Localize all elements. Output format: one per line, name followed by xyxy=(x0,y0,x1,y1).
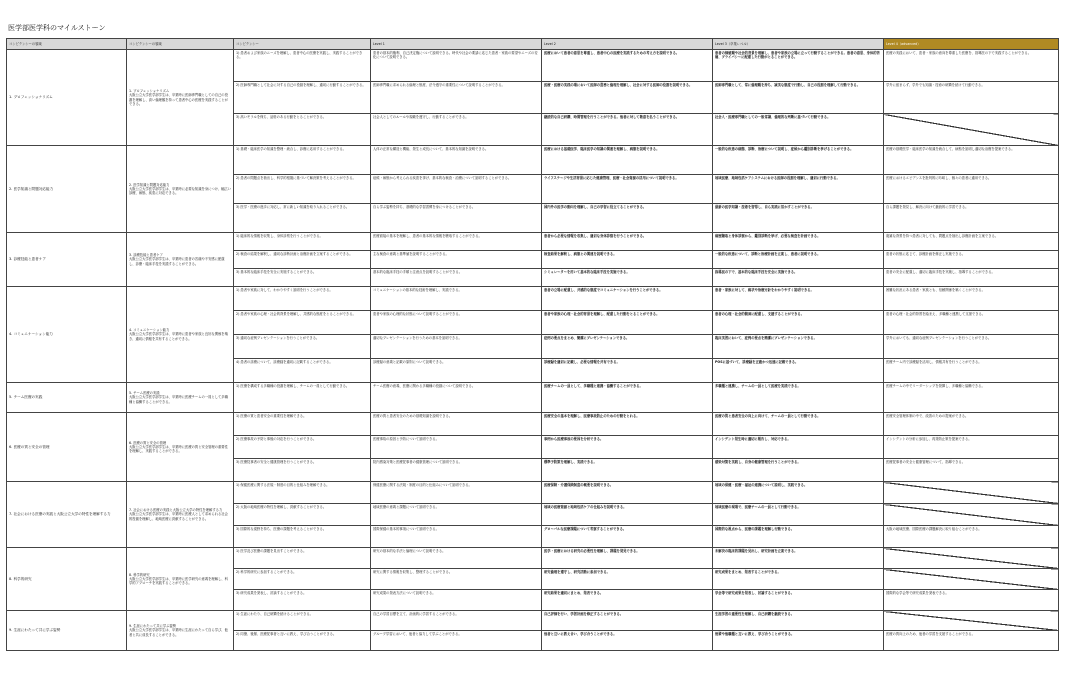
level-cell-l4 xyxy=(884,548,1059,569)
level-cell-l2: 事例から医療事故の要因を分析できる。 xyxy=(542,436,713,459)
level-cell-l3: 一般的な疾患の病態、診断、治療について説明し、症候から鑑別診断を挙げることができる。 xyxy=(713,146,884,175)
level-cell-l2: 検査結果を解釈し、病態との関連を説明できる。 xyxy=(542,251,713,269)
level-cell-l4: 大阪の地域医療、国際医療の課題解決に取り組むことができる。 xyxy=(884,526,1059,548)
competency-cell: 1) 患者や家族に対して、わかりやすく説明を行うことができる。 xyxy=(234,287,371,311)
level-cell-l2: 症例の要点をまとめ、簡潔にプレゼンテーションできる。 xyxy=(542,335,713,359)
level-cell-l3: 後輩や他職種と互いに教え、学び合うことができる。 xyxy=(713,631,884,651)
level-cell-l3: 未解決の臨床的課題を見出し、研究計画を立案できる。 xyxy=(713,548,884,569)
competency-area: 7. 社会における医療の実践と大阪公立大学の特性を理解する力 xyxy=(7,482,127,548)
level-cell-l4: 医療チーム内で診療録を活用し、情報共有を行うことができる。 xyxy=(884,359,1059,383)
level-cell-l2: 標準予防策を理解し、実践できる。 xyxy=(542,459,713,482)
header-level1: Level 1 xyxy=(371,39,542,50)
table-row xyxy=(7,287,1059,311)
level-cell-l2: シミュレーターを用いて基本的な臨床手技を実施できる。 xyxy=(542,269,713,287)
competency-cell: 2) 大阪の地域医療の特性を理解し、貢献することができる。 xyxy=(234,504,371,526)
competency-definition: 9. 生涯にわたって共に学ぶ姿勢 大阪公立大学医学部学生は、卒業時に生涯にわたって自ら学び、他者と共に成長することができる。 xyxy=(127,611,234,651)
level-cell-l3: 患者の価値観や社会的背景を理解し、患者や家族の立場に立って行動することができる。患者の意思、身体的苦痛、プライバシーに配慮した行動がとることができる。 xyxy=(713,50,884,82)
competency-cell: 1) 生涯にわたり、自己研鑽を続けることができる。 xyxy=(234,611,371,631)
level-cell-l2: 研究結果を適切にまとめ、発表できる。 xyxy=(542,590,713,611)
level-cell-l2: 医療チームの一員として、多職種と連携・協働することができる。 xyxy=(542,383,713,413)
level-cell-l2: 患者の立場に配慮し、共感的な態度でコミュニケーションを行うことができる。 xyxy=(542,287,713,311)
level-cell-l2: 医療保険・介護保険制度の概要を説明できる。 xyxy=(542,482,713,504)
header-level2: Level 2 xyxy=(542,39,713,50)
competency-area: 6. 医療の質と安全の管理 xyxy=(7,413,127,482)
level-cell-l4: 自ら課題を発見し、解決に向けて継続的に学習できる。 xyxy=(884,204,1059,233)
level-cell-l3: 臨床実習において、症例の要点を簡潔にプレゼンテーションできる。 xyxy=(713,335,884,359)
table-row xyxy=(7,548,1059,569)
level-cell-l1: 社会人としてのルールや規範を遵守し、行動することができる。 xyxy=(371,114,542,146)
level-cell-l2: 医療・医療の実践の場において医師の責務と倫理を理解し、社会に対する医師の役割を説明できる。 xyxy=(542,82,713,114)
level-cell-l1: 診療録の意義と記載の原則について説明できる。 xyxy=(371,359,542,383)
level-cell-l3: 医師専門職として、常に倫理観を持ち、誠実な態度で行動し、自己の役割を理解して行動できる。 xyxy=(713,82,884,114)
level-cell-l4: 複雑な背景を持つ患者に対しても、問題点を抽出し診療計画を立案できる。 xyxy=(884,233,1059,251)
level-cell-l3: 患者の心理・社会的側面に配慮し、支援することができる。 xyxy=(713,311,884,335)
competency-area: 5. チーム医療の実践 xyxy=(7,383,127,413)
header-level3: Level 3（卒業レベル） xyxy=(713,39,884,50)
page-title: 医学部医学科のマイルストーン xyxy=(8,24,106,32)
level-cell-l2: 自己評価を行い、学習計画を修正することができる。 xyxy=(542,611,713,631)
competency-cell: 2) 検査の結果を解釈し、適切な診断計画と治療計画を立案することができる。 xyxy=(234,251,371,269)
level-cell-l2: 他者と互いに教え合い、学び合うことができる。 xyxy=(542,631,713,651)
level-cell-l4: 医療の実践において、患者・家族の意向を尊重した医療を、指導医の下で実践することができる。 xyxy=(884,50,1059,82)
table-row xyxy=(7,233,1059,251)
competency-area: 1. プロフェッショナリズム xyxy=(7,50,127,146)
level-cell-l3: 病歴聴取と身体診察から、鑑別診断を挙げ、必要な検査を計画できる。 xyxy=(713,233,884,251)
competency-cell: 1) 臨床的な情報を収集し、身体診察を行うことができる。 xyxy=(234,233,371,251)
level-cell-l1: コミュニケーションの基本的な技術を理解し、実践できる。 xyxy=(371,287,542,311)
table-row xyxy=(7,146,1059,175)
level-cell-l1: 保健医療に関する法規・制度の目的と仕組みについて説明できる。 xyxy=(371,482,542,504)
level-cell-l2: ライフステージや生活背景に応じた健康管理、医療・社会資源の活用について説明できる。 xyxy=(542,175,713,204)
competency-cell: 2) 医師専門職として社会に対する自己の役割を理解し、適切に行動することができる。 xyxy=(234,82,371,114)
level-cell-l3: 生涯学習の重要性を理解し、自己研鑽を継続できる。 xyxy=(713,611,884,631)
competency-cell: 3) 高いモラルを保ち、品格のある行動をとることができる。 xyxy=(234,114,371,146)
table-row xyxy=(7,50,1059,82)
level-cell-l3: 国際的な視点から、医療の課題を理解し行動できる。 xyxy=(713,526,884,548)
competency-cell: 1) 医療の質と患者安全の重要性を理解できる。 xyxy=(234,413,371,436)
competency-definition: 2. 医学知識と問題対応能力 大阪公立大学医学部学生は、卒業時に必要な知識を身につけ、幅広い診療、病態、疾患に対応できる。 xyxy=(127,146,234,233)
level-cell-l4 xyxy=(884,611,1059,631)
level-cell-l1: 主な検査の意義と基準値を説明することができる。 xyxy=(371,251,542,269)
level-cell-l4: 学外に留まらず、学外でも知識・技術の研鑽を続けて行動できる。 xyxy=(884,82,1059,114)
competency-cell: 1) 患者および家族のニーズを理解し、患者中心の医療を実践し、実践することができる。 xyxy=(234,50,371,82)
level-cell-l3: POSに基づいて、診療録を正確かつ迅速に記載できる。 xyxy=(713,359,884,383)
level-cell-l1: 医療の質と患者安全のための基礎知識を説明できる。 xyxy=(371,413,542,436)
competency-cell: 3) 研究成果を発表し、討論することができる。 xyxy=(234,590,371,611)
level-cell-l3: 医療の質と患者安全の向上に向けて、チームの一員として行動できる。 xyxy=(713,413,884,436)
level-cell-l1: 地域医療の意義と課題について説明できる。 xyxy=(371,504,542,526)
level-cell-l4: 医療におけるエビデンスを批判的に吟味し、個々の患者に適用できる。 xyxy=(884,175,1059,204)
competency-area: 3. 診療技能と患者ケア xyxy=(7,233,127,287)
level-cell-l1: 医師専門職に求められる倫理と態度、法令遵守の重要性について説明することができる。 xyxy=(371,82,542,114)
level-cell-l1: 研究に関する情報を収集し、整理することができる。 xyxy=(371,569,542,590)
competency-cell: 1) 医学及び医療の課題を見出すことができる。 xyxy=(234,548,371,569)
level-cell-l2: 研究倫理を遵守し、研究活動に参加できる。 xyxy=(542,569,713,590)
level-cell-l1: 自ら学ぶ姿勢を持ち、基礎的な学習習慣を身につけることができる。 xyxy=(371,204,542,233)
level-cell-l2: 医療安全の基本を理解し、医療事故防止のための行動をとれる。 xyxy=(542,413,713,436)
level-cell-l3: 患者・家族に対して、病状や治療方針をわかりやすく説明できる。 xyxy=(713,287,884,311)
level-cell-l2: 患者から必要な情報を収集し、適切な身体診察を行うことができる。 xyxy=(542,233,713,251)
level-cell-l3: 地域医療の現場で、医療チームの一員として行動できる。 xyxy=(713,504,884,526)
level-cell-l4: 医療の質向上のため、他者の学習を支援することができる。 xyxy=(884,631,1059,651)
level-cell-l1: 症候・病態から考えられる疾患を挙げ、基本的な検査・治療について説明することができる。 xyxy=(371,175,542,204)
level-cell-l2: 患者や家族の心理・社会的背景を理解し、配慮した行動をとることができる。 xyxy=(542,311,713,335)
level-cell-l4 xyxy=(884,569,1059,590)
level-cell-l1: 医療面接の基本を理解し、患者の基本的な情報を聴取することができる。 xyxy=(371,233,542,251)
level-cell-l2: 医療における基礎医学、臨床医学の知識の関連を理解し、病態を説明できる。 xyxy=(542,146,713,175)
competency-definition: 8. 科学的研究 大阪公立大学医学部学生は、卒業時に医学研究の意義を理解し、科学的アプローチを実践することができる。 xyxy=(127,548,234,611)
level-cell-l3: 地域医療、地域包括ケアシステムにおける医師の役割を理解し、適切に行動できる。 xyxy=(713,175,884,204)
milestone-table xyxy=(6,38,1059,651)
level-cell-l4 xyxy=(884,482,1059,504)
level-cell-l3: 学会等で研究成果を発表し、討論することができる。 xyxy=(713,590,884,611)
table-row xyxy=(7,383,1059,413)
level-cell-l1: グループ学習において、他者と協力して学ぶことができる。 xyxy=(371,631,542,651)
level-cell-l4: 医療安全管理体制の中で、改善のための提案ができる。 xyxy=(884,413,1059,436)
level-cell-l4: インシデントの分析に参加し、再発防止策を提案できる。 xyxy=(884,436,1059,459)
competency-cell: 2) 患者や家族の心理・社会的背景を理解し、共感的な態度をとることができる。 xyxy=(234,311,371,335)
level-cell-l1: 患者の基本的権利、自己決定権について説明できる。時代や社会の要請に応じた患者・家族の要望やニーズの変化について説明できる。 xyxy=(371,50,542,82)
level-cell-l4: 医療従事者の安全と健康管理について、指導できる。 xyxy=(884,459,1059,482)
competency-definition: 1. プロフェッショナリズム 大阪公立大学医学部学生は、卒業時に医師専門職としての自己の役割を理解し、高い倫理観を持って患者中心の医療を実践することができる。 xyxy=(127,50,234,146)
competency-cell: 4) 患者の診療について、診療録を適切に記載することができる。 xyxy=(234,359,371,383)
level-cell-l2: 国内外の医学の動向を理解し、自己の学習に役立てることができる。 xyxy=(542,204,713,233)
level-cell-l2: グローバルな医療課題について考察することができる。 xyxy=(542,526,713,548)
level-cell-l4: 患者の安全に配慮し、適切に臨床手技を実施し、指導することができる。 xyxy=(884,269,1059,287)
level-cell-l2: 継続的な自己研鑽、時間管理を行うことができる。他者に対して敬意を払うことができる。 xyxy=(542,114,713,146)
level-cell-l3: 多職種と連携し、チームの一員として医療を実践できる。 xyxy=(713,383,884,413)
competency-cell: 3) 国際的な視野を持ち、医療の課題を考えることができる。 xyxy=(234,526,371,548)
level-cell-l3: 地域の保健・医療・福祉の連携について説明し、実践できる。 xyxy=(713,482,884,504)
level-cell-l3: 感染対策を実践し、自身の健康管理を行うことができる。 xyxy=(713,459,884,482)
level-cell-l1: 自己の学習目標を立て、計画的に学習することができる。 xyxy=(371,611,542,631)
competency-definition: 4. コミュニケーション能力 大阪公立大学医学部学生は、卒業時に患者や家族と良好な関係を築き、適切に情報を共有することができる。 xyxy=(127,287,234,383)
level-cell-l2: 医療において患者の意思を尊重し、患者中心の医療を実践するための考え方を説明できる。 xyxy=(542,50,713,82)
table-row xyxy=(7,611,1059,631)
level-cell-l1: 人体の正常な構造と機能、発生と成長について、基本的な知識を説明できる。 xyxy=(371,146,542,175)
header-competency: コンピテンシー xyxy=(234,39,371,50)
competency-area: 4. コミュニケーション能力 xyxy=(7,287,127,383)
competency-area: 8. 科学的研究 xyxy=(7,548,127,611)
level-cell-l4: 患者の心理・社会的背景を踏まえ、多職種と連携して支援できる。 xyxy=(884,311,1059,335)
level-cell-l1: 患者や家族の心理的な状態について説明することができる。 xyxy=(371,311,542,335)
level-cell-l4 xyxy=(884,114,1059,146)
competency-cell: 1) 保健医療に関する法規・制度の目的と仕組みを理解できる。 xyxy=(234,482,371,504)
level-cell-l3: 指導医の下で、基本的な臨床手技を安全に実施できる。 xyxy=(713,269,884,287)
competency-cell: 1) 基礎・臨床医学の知識を整理・統合し、診療に応用することができる。 xyxy=(234,146,371,175)
level-cell-l3: 社会人・医療専門職としての一般常識、倫理的な判断に基づいて行動できる。 xyxy=(713,114,884,146)
competency-cell: 2) 同僚、後輩、医療従事者と互いに教え、学び合うことができる。 xyxy=(234,631,371,651)
table-row xyxy=(7,413,1059,436)
level-cell-l3: インシデント発生時に適切に報告し、対応できる。 xyxy=(713,436,884,459)
level-cell-l4: 学外においても、適切な症例プレゼンテーションを行うことができる。 xyxy=(884,335,1059,359)
competency-cell: 2) 患者の問題点を抽出し、科学的根拠に基づいて解決策を考えることができる。 xyxy=(234,175,371,204)
header-row xyxy=(7,39,1059,50)
table-row xyxy=(7,482,1059,504)
level-cell-l4: 患者の状態に応じて、診療計画を修正し実施できる。 xyxy=(884,251,1059,269)
header-definition: コンピテンシーの領域 xyxy=(127,39,234,50)
competency-area: 2. 医学知識と問題対応能力 xyxy=(7,146,127,233)
level-cell-l1: 基本的な臨床手技の手順と注意点を説明することができる。 xyxy=(371,269,542,287)
level-cell-l1: チーム医療の意義、医療に関わる多職種の役割について説明できる。 xyxy=(371,383,542,413)
level-cell-l2: 医学・医療における研究の必要性を理解し、課題を発見できる。 xyxy=(542,548,713,569)
level-cell-l4 xyxy=(884,504,1059,526)
competency-cell: 3) 医療従事者の安全と健康管理を行うことができる。 xyxy=(234,459,371,482)
level-cell-l4: 国際的な学会等で研究成果を発表できる。 xyxy=(884,590,1059,611)
level-cell-l1: 国際保健の基本的事項について説明できる。 xyxy=(371,526,542,548)
level-cell-l3: 研究成果をまとめ、発表することができる。 xyxy=(713,569,884,590)
competency-definition: 7. 社会における医療の実践と大阪公立大学の特性を理解する力 大阪公立大学医学部学生は、卒業時に医療人として求められる社会的役割を理解し、地域医療に貢献することができる。 xyxy=(127,482,234,548)
header-level4: Level 4（advanced） xyxy=(884,39,1059,50)
level-cell-l4: 医療の基礎医学・臨床医学の知識を統合して、病態を説明し適切な治療を提案できる。 xyxy=(884,146,1059,175)
competency-definition: 3. 診療技能と患者ケア 大阪公立大学医学部学生は、卒業時に患者の苦痛や不安感に配慮し、診療・臨床手技を実践することができる。 xyxy=(127,233,234,287)
level-cell-l3: 最新の医学知識・技術を習得し、自ら実践に活かすことができる。 xyxy=(713,204,884,233)
competency-cell: 3) 基本的な臨床手技を安全に実施することができる。 xyxy=(234,269,371,287)
competency-cell: 2) 医療事故の予防と事後の対応を行うことができる。 xyxy=(234,436,371,459)
level-cell-l2: 地域の医療資源と地域包括ケアの仕組みを説明できる。 xyxy=(542,504,713,526)
competency-definition: 6. 医療の質と安全の管理 大阪公立大学医学部学生は、卒業時に医療の質と安全管理の重要性を理解し、実践することができる。 xyxy=(127,413,234,482)
competency-cell: 3) 適切な症例プレゼンテーションを行うことができる。 xyxy=(234,335,371,359)
level-cell-l1: 研究の基本的な手法と倫理について説明できる。 xyxy=(371,548,542,569)
competency-cell: 3) 医学・医療の進歩に対応し、常に新しい知識を取り入れることができる。 xyxy=(234,204,371,233)
level-cell-l1: 研究成果の発表方法について説明できる。 xyxy=(371,590,542,611)
competency-definition: 5. チーム医療の実践 大阪公立大学医学部学生は、卒業時に医療チームの一員として多職種と協働することができる。 xyxy=(127,383,234,413)
table-body xyxy=(7,50,1059,651)
competency-cell: 1) 医療を構成する多職種の役割を理解し、チームの一員として行動できる。 xyxy=(234,383,371,413)
level-cell-l3: 一般的な疾患について、診断と治療計画を立案し、患者に説明できる。 xyxy=(713,251,884,269)
header-area: コンピテンシーの領域 xyxy=(7,39,127,50)
level-cell-l2: 診療録を適切に記載し、必要な情報を共有できる。 xyxy=(542,359,713,383)
competency-cell: 2) 科学的研究に参加することができる。 xyxy=(234,569,371,590)
level-cell-l1: 医療事故の原因と予防について説明できる。 xyxy=(371,436,542,459)
level-cell-l1: 院内感染対策と医療従事者の健康管理について説明できる。 xyxy=(371,459,542,482)
competency-area: 9. 生涯にわたって共に学ぶ姿勢 xyxy=(7,611,127,651)
level-cell-l4: 困難な状況にある患者・家族とも、信頼関係を築くことができる。 xyxy=(884,287,1059,311)
level-cell-l4: 医療チームの中でリーダーシップを発揮し、多職種と協働できる。 xyxy=(884,383,1059,413)
level-cell-l1: 適切なプレゼンテーションを行うための基本を説明できる。 xyxy=(371,335,542,359)
